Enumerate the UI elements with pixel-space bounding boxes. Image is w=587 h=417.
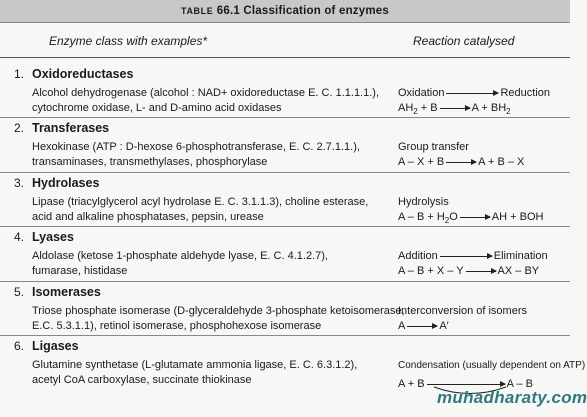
class-examples bbox=[32, 304, 405, 334]
reaction-equation: A + B A – B bbox=[398, 378, 533, 390]
example-line: cytochrome oxidase, L- and D-amino acid oxidases bbox=[32, 102, 282, 114]
reaction-catalysed bbox=[398, 249, 566, 279]
example-line: transaminases, transmethylases, phosphorylase bbox=[32, 156, 268, 168]
row-divider bbox=[0, 226, 570, 227]
reaction-catalysed bbox=[398, 195, 566, 228]
class-name: Isomerases bbox=[32, 285, 101, 299]
class-name: Lyases bbox=[32, 230, 74, 244]
class-number: 2. bbox=[14, 121, 25, 135]
reaction-equation: $AH_2 + B$ $A + BH_2$ bbox=[398, 102, 511, 117]
table-number: 66.1 bbox=[216, 5, 240, 17]
reaction-catalysed bbox=[398, 140, 566, 170]
reaction-equation: A – X + B A + B – X bbox=[398, 156, 525, 168]
arrow-icon bbox=[440, 256, 492, 257]
example-line: Aldolase (ketose 1-phosphate aldehyde lyase, E. C. 4.1.2.7), bbox=[32, 250, 328, 262]
table-title-text: Classification of enzymes bbox=[243, 5, 389, 17]
reaction-catalysed bbox=[398, 304, 566, 334]
class-name: Hydrolases bbox=[32, 176, 100, 190]
class-number: 1. bbox=[14, 67, 25, 81]
example-line: fumarase, histidase bbox=[32, 265, 128, 277]
row-divider bbox=[0, 117, 570, 118]
reaction-type: Oxidation Reduction bbox=[398, 87, 551, 99]
reaction-type: Hydrolysis bbox=[398, 196, 449, 208]
class-number: 5. bbox=[14, 285, 25, 299]
arrow-icon bbox=[407, 326, 437, 327]
table-label: TABLE bbox=[181, 6, 214, 16]
header-reaction-catalysed: Reaction catalysed bbox=[413, 34, 515, 48]
class-examples bbox=[32, 249, 382, 279]
example-line: E.C. 5.3.1.1), retinol isomerase, phosphohexose isomerase bbox=[32, 320, 322, 332]
class-examples bbox=[32, 86, 382, 116]
class-examples bbox=[32, 358, 382, 388]
reaction-equation: $A - B + H_2O$ AH + BOH bbox=[398, 211, 544, 226]
class-number: 6. bbox=[14, 339, 25, 353]
header-enzyme-class: Enzyme class with examples* bbox=[49, 34, 208, 48]
example-line: Hexokinase (ATP : D-hexose 6-phosphotransferase, E. C. 2.7.1.1.), bbox=[32, 141, 360, 153]
reaction-equation: A A′ bbox=[398, 320, 449, 332]
class-name: Ligases bbox=[32, 339, 79, 353]
reaction-type: Addition Elimination bbox=[398, 250, 548, 262]
row-divider bbox=[0, 281, 570, 282]
reaction-type: Interconversion of isomers bbox=[398, 305, 527, 317]
example-line: Alcohol dehydrogenase (alcohol : NAD+ oxidoreductase E. C. 1.1.1.1.), bbox=[32, 87, 380, 99]
reaction-catalysed bbox=[398, 86, 566, 119]
example-line: acid and alkaline phosphatases, pepsin, urease bbox=[32, 211, 264, 223]
column-header-row bbox=[0, 23, 570, 58]
class-number: 3. bbox=[14, 176, 25, 190]
arrow-icon bbox=[446, 93, 498, 94]
class-examples bbox=[32, 195, 382, 225]
class-examples bbox=[32, 140, 382, 170]
class-name: Transferases bbox=[32, 121, 110, 135]
arrow-icon bbox=[466, 271, 496, 272]
row-divider bbox=[0, 335, 570, 336]
table-title bbox=[0, 0, 570, 23]
reaction-equation: A – B + X – Y AX – BY bbox=[398, 265, 540, 277]
arrow-icon bbox=[440, 108, 470, 109]
arrow-icon bbox=[460, 217, 490, 218]
example-line: Lipase (triacylglycerol acyl hydrolase E. C. 3.1.1.3), choline esterase, bbox=[32, 196, 369, 208]
row-divider bbox=[0, 172, 570, 173]
watermark-logo: muhadharaty.com bbox=[437, 388, 587, 407]
reaction-type: Condensation (usually dependent on ATP) bbox=[398, 360, 586, 371]
arrow-icon bbox=[446, 162, 476, 163]
reaction-type: Group transfer bbox=[398, 141, 469, 153]
example-line: acetyl CoA carboxylase, succinate thiokinase bbox=[32, 374, 252, 386]
example-line: Glutamine synthetase (L-glutamate ammonia ligase, E. C. 6.3.1.2), bbox=[32, 359, 358, 371]
class-number: 4. bbox=[14, 230, 25, 244]
class-name: Oxidoreductases bbox=[32, 67, 134, 81]
example-line: Triose phosphate isomerase (D-glyceraldehyde 3-phosphate ketoisomerase, bbox=[32, 305, 405, 317]
